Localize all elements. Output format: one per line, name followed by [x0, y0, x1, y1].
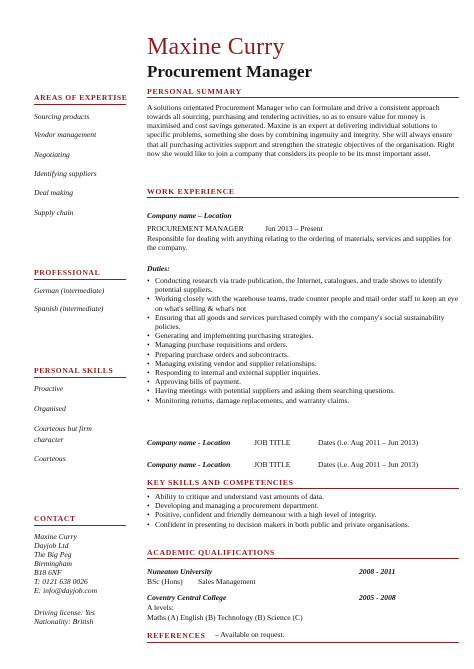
expertise-heading: AREAS OF EXPERTISE [34, 93, 128, 102]
duty-item: • Conducting research via trade publication, the Internet, catalogues, and trade shows to identify potential suppliers. [147, 276, 459, 294]
personal-skill-item: Courteous [34, 454, 66, 463]
expertise-item: Sourcing products [34, 112, 90, 121]
role-dates: Jun 2013 – Present [265, 224, 323, 233]
personal-skill-item: character [34, 435, 64, 444]
contact-heading: CONTACT [34, 514, 76, 523]
duties-label: Duties: [147, 264, 170, 273]
personal-skills-rule [34, 377, 126, 378]
candidate-title: Procurement Manager [147, 62, 313, 81]
education-rule [147, 558, 459, 559]
skill-item: • Positive, confident and friendly demeanour with a high level of integrity. [147, 510, 459, 519]
expertise-item: Deal making [34, 188, 74, 197]
contact-email: E: info@dayjob.com [34, 586, 98, 595]
summary-heading: PERSONAL SUMMARY [147, 87, 242, 96]
skills-list [147, 492, 459, 529]
contact-line: Birmingham [34, 559, 72, 568]
contact-line: Dayjob Ltd [34, 541, 69, 550]
education-years: 2008 - 2011 [359, 567, 396, 576]
skill-item: • Ability to critique and understand vast amounts of data. [147, 492, 459, 501]
expertise-item: Supply chain [34, 208, 74, 217]
candidate-name: Maxine Curry [147, 34, 285, 60]
skill-item: • Confident in presenting to decision makers in both public and private organisations. [147, 520, 459, 529]
duty-item: • Generating and implementing purchasing strategies. [147, 331, 459, 340]
education-degree: BSc (Hons) [147, 577, 183, 586]
duty-item: • Responding to internal and external supplier inquiries. [147, 368, 459, 377]
other-job-title: JOB TITLE [254, 438, 291, 447]
references-heading: REFERENCES [147, 631, 206, 640]
duty-item: • Preparing purchase orders and subcontracts. [147, 350, 459, 359]
skill-item: • Developing and managing a procurement department. [147, 501, 459, 510]
references-rule [147, 642, 459, 643]
other-job-company: Company name - Location [147, 460, 231, 469]
education-school: Coventry Central College [147, 593, 227, 602]
duty-item: • Managing purchase requisitions and orders. [147, 340, 459, 349]
contact-phone: T: 0121 638 0026 [34, 577, 88, 586]
professional-item: German (intermediate) [34, 286, 105, 295]
personal-skill-item: Proactive [34, 384, 64, 393]
duty-item: • Having meetings with potential suppliers and asking them searching questions. [147, 386, 459, 395]
education-degree: A levels: [147, 603, 174, 612]
duty-item: • Managing existing vendor and supplier relationships. [147, 359, 459, 368]
professional-item: Spanish (intermediate) [34, 304, 104, 313]
education-subject: Maths (A) English (B) Technology (B) Science (C) [147, 613, 303, 622]
education-years: 2005 - 2008 [359, 593, 396, 602]
duty-item: • Working closely with the warehouse teams, trade counter people and mail order staff to keep an eye on what's selling & what's not [147, 294, 459, 312]
contact-line: Maxine Curry [34, 532, 77, 541]
personal-skill-item: Courteous but firm [34, 424, 92, 433]
summary-rule [147, 97, 459, 98]
other-job-title: JOB TITLE [254, 460, 291, 469]
experience-rule [147, 197, 459, 198]
education-subject: Sales Management [198, 577, 256, 586]
contact-rule [34, 525, 126, 526]
sidebar [0, 0, 138, 669]
expertise-rule [34, 104, 126, 105]
nationality: Nationality: British [34, 617, 94, 626]
duty-item: • Ensuring that all goods and services purchased comply with the company's social sustainability policies. [147, 313, 459, 331]
driving-license: Driving license: Yes [34, 608, 95, 617]
contact-line: B18 6NF [34, 568, 62, 577]
duty-item: • Monitoring returns, damage replacements, and warranty claims. [147, 396, 459, 405]
education-heading: ACADEMIC QUALIFICATIONS [147, 548, 275, 557]
expertise-item: Identifying suppliers [34, 169, 97, 178]
other-job-dates: Dates (i.e. Aug 2011 – Jun 2013) [318, 460, 419, 469]
other-job-company: Company name - Location [147, 438, 231, 447]
education-school: Nuneaton University [147, 567, 213, 576]
experience-heading: WORK EXPERIENCE [147, 187, 235, 196]
contact-line: The Big Peg [34, 550, 72, 559]
role-title: PROCUREMENT MANAGER [147, 224, 244, 233]
role-responsibility: Responsible for dealing with anything relating to the ordering of materials, services and supplies for the company. [147, 234, 452, 253]
summary-text: A solutions orientated Procurement Manager who can formulate and drive a consistent approach towards all sourcing, purchasing and tendering activities, so as to ensure value for money is maximised and cost savings generated. Maxine is an expert at delivering individual solutions to specific problems, something she does by combining ingenuity and integrity. She will always ensure that all purchasing activities support and strengthen the strategic objectives of the organisation. Right now she would like to join a company that considers its people to be its most important asset. [147, 103, 455, 158]
personal-skills-heading: PERSONAL SKILLS [34, 366, 114, 375]
personal-skill-item: Organised [34, 404, 66, 413]
duty-item: • Approving bills of payment. [147, 377, 459, 386]
main-content [147, 0, 459, 669]
duties-list [147, 276, 459, 405]
skills-rule [147, 488, 459, 489]
professional-heading: PROFESSIONAL [34, 268, 101, 277]
references-text: – Available on request. [215, 630, 285, 639]
other-job-dates: Dates (i.e. Aug 2011 – Jun 2013) [318, 438, 419, 447]
expertise-item: Vendor management [34, 130, 97, 139]
company-name: Company name – Location [147, 211, 232, 220]
skills-heading: KEY SKILLS AND COMPETENCIES [147, 478, 294, 487]
expertise-item: Negotiating [34, 150, 70, 159]
professional-rule [34, 279, 126, 280]
